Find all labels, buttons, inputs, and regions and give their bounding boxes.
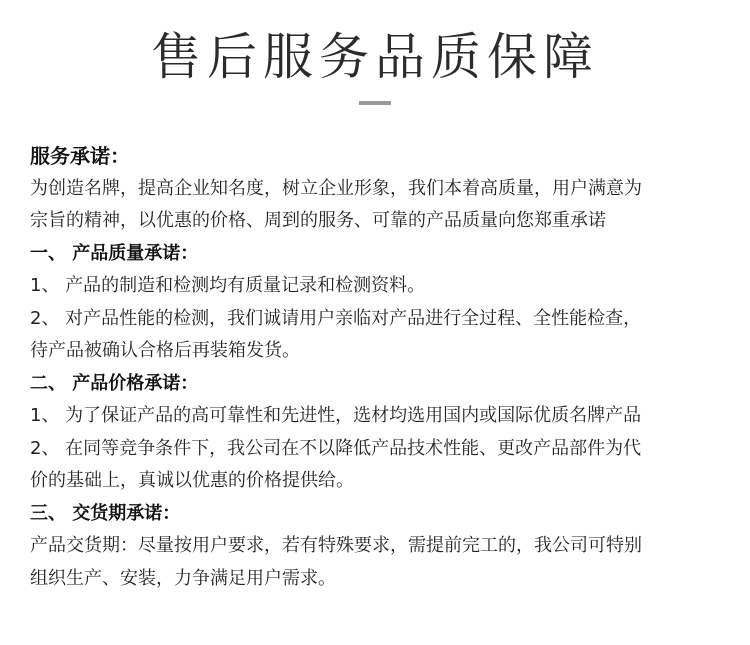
price-heading: 二、 产品价格承诺： [30,372,199,394]
intro-line-2: 宗旨的精神，以优惠的价格、周到的服务、可靠的产品质量向您郑重承诺 [30,210,606,231]
quality-item-1: 1、 产品的制造和检测均有质量记录和检测资料。 [30,275,426,296]
delivery-line-1: 产品交货期：尽量按用户要求，若有特殊要求，需提前完工的，我公司可特别 [30,535,642,556]
quality-item-2-line-1: 2、 对产品性能的检测，我们诚请用户亲临对产品进行全过程、全性能检查， [30,307,642,329]
delivery-heading: 三、 交货期承诺： [30,502,181,524]
intro-heading: 服务承诺： [30,144,130,168]
price-item-2-line-2: 价的基础上，真诚以优惠的价格提供给。 [30,470,354,491]
price-item-1: 1、 为了保证产品的高可靠性和先进性，选材均选用国内或国际优质名牌产品 [30,405,642,426]
page-title: 售后服务品质保障 [151,28,599,86]
price-item-2-line-1: 2、 在同等竞争条件下，我公司在不以降低产品技术性能、更改产品部件为代 [30,437,642,459]
quality-item-2-line-2: 待产品被确认合格后再装箱发货。 [30,340,300,361]
service-commitment-content [30,140,730,595]
delivery-line-2: 组织生产、安装，力争满足用户需求。 [30,567,336,589]
intro-line-1: 为创造名牌，提高企业知名度，树立企业形象，我们本着高质量，用户满意为 [30,177,642,199]
title-divider [359,101,391,105]
quality-heading: 一、 产品质量承诺： [30,242,199,264]
